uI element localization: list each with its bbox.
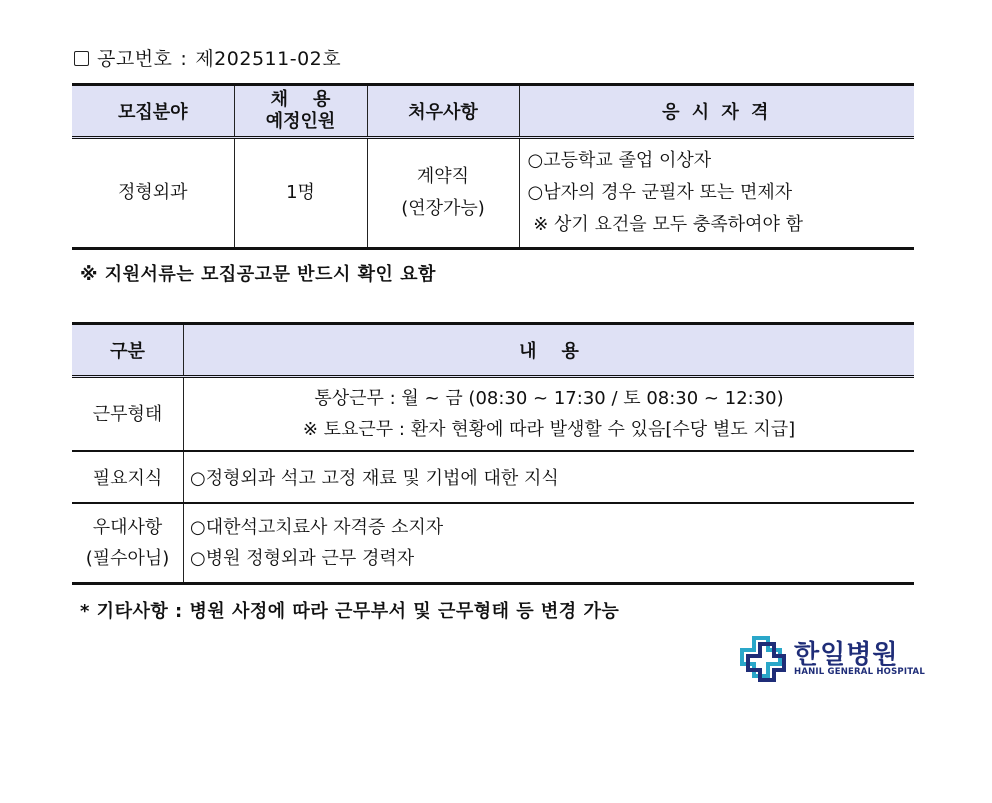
detail-row-knowledge [72,451,914,503]
logo-name-korean: 한일병원 [794,640,899,670]
header-field: 모집분야 [72,85,234,138]
preference-item: ○대한석고치료사 자격증 소지자 [190,517,444,538]
detail-row-preference [72,503,914,584]
header-content: 내 용 [184,324,915,377]
category-preference-line1: 우대사항 [92,517,163,538]
notice-number: 제202511-02호 [195,48,342,70]
header-planned-line1: 채 용 [270,89,331,110]
treatment-line1: 계약직 [416,166,470,187]
detail-header-row [72,324,914,377]
checkbox-square-icon [74,51,89,66]
other-note: * 기타사항 : 병원 사정에 따라 근무부서 및 근무형태 등 변경 가능 [80,601,620,622]
qualification-item: ○고등학교 졸업 이상자 [527,150,712,171]
hospital-logo [738,634,925,682]
category-preference-line2: (필수아님) [85,548,170,569]
header-treatment: 처우사항 [367,85,519,138]
work-hours-line: 통상근무 : 월 ~ 금 (08:30 ~ 17:30 / 토 08:30 ~ 12:30) [314,388,784,409]
treatment-line2: (연장가능) [401,198,485,219]
preference-item: ○병원 정형외과 근무 경력자 [190,548,415,569]
category-preference [72,503,184,584]
documents-note: ※ 지원서류는 모집공고문 반드시 확인 요함 [80,264,436,285]
notice-label: 공고번호 [97,48,173,70]
header-category: 구분 [72,324,184,377]
detail-row-work-type [72,377,914,452]
cell-qualifications [519,138,914,249]
preference-content [184,503,915,584]
header-qualification: 응 시 자 격 [519,85,914,138]
cell-headcount: 1명 [234,138,367,249]
saturday-work-line: ※ 토요근무 : 환자 현황에 따라 발생할 수 있음[수당 별도 지급] [302,419,796,440]
cell-field: 정형외과 [72,138,234,249]
qualification-note: ※ 상기 요건을 모두 충족하여야 함 [527,214,803,235]
cell-treatment [367,138,519,249]
hospital-cross-icon [738,634,788,682]
header-planned-headcount [234,85,367,138]
notice-number-line [74,44,341,71]
knowledge-content: ○정형외과 석고 고정 재료 및 기법에 대한 지식 [184,451,915,503]
category-work-type: 근무형태 [72,377,184,452]
recruitment-row [72,138,914,249]
header-planned-line2: 예정인원 [265,111,336,132]
recruitment-table [72,83,914,250]
qualification-item: ○남자의 경우 군필자 또는 면제자 [527,182,793,203]
detail-table [72,322,914,585]
work-type-content [184,377,915,452]
category-knowledge: 필요지식 [72,451,184,503]
recruitment-header-row [72,85,914,138]
logo-name-english: HANIL GENERAL HOSPITAL [794,667,925,677]
notice-separator: : [180,48,188,70]
